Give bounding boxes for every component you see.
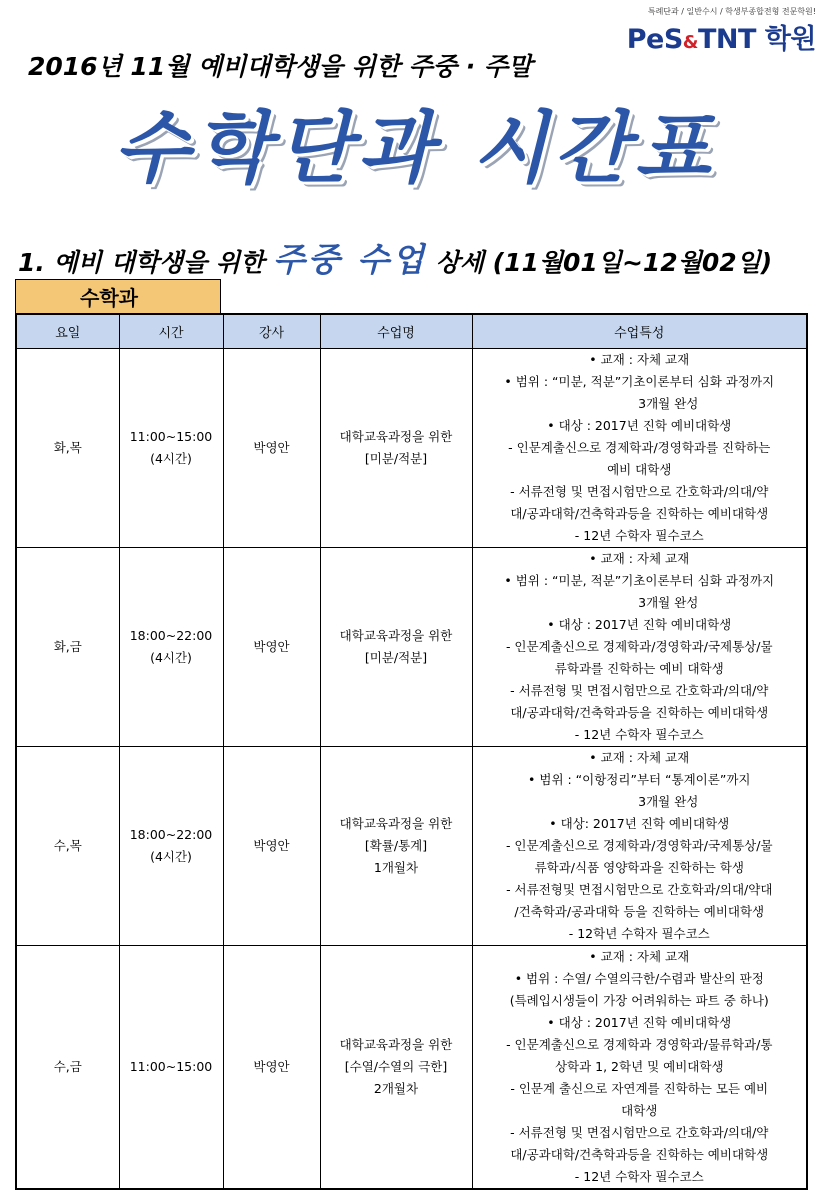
feature-line: • 범위 : “미분, 적분”기초이론부터 심화 과정까지 <box>504 573 775 588</box>
feature-line: • 교재 : 자체 교재 <box>589 352 690 367</box>
feature-line: • 대상 : 2017년 진학 예비대학생 <box>547 617 732 632</box>
header-time: 시간 <box>119 314 223 349</box>
features-cell <box>472 548 807 747</box>
feature-line: • 범위 : 수열/ 수열의극한/수렴과 발산의 판정 <box>514 971 764 986</box>
header-features: 수업특성 <box>472 314 807 349</box>
feature-line: 류학과를 진학하는 예비 대학생 <box>554 661 724 676</box>
feature-line: 대/공과대학/건축학과등을 진학하는 예비대학생 <box>510 705 769 720</box>
section-heading-suffix: 상세 (11월01일~12월02일) <box>426 248 773 277</box>
feature-line: • 범위 : “이항정리”부터 “통계이론”까지 <box>528 772 751 787</box>
feature-line: 3개월 완성 <box>638 794 699 809</box>
day-cell: 화,목 <box>16 349 119 548</box>
feature-line: - 인문계 출신으로 자연계를 진학하는 모든 예비 <box>510 1081 769 1096</box>
feature-line: • 교재 : 자체 교재 <box>589 949 690 964</box>
class-name-line: [미분/적분] <box>364 451 428 466</box>
time-cell <box>119 946 223 1190</box>
class-name-line: 대학교육과정을 위한 <box>339 429 453 444</box>
features-cell <box>472 946 807 1190</box>
feature-line: - 인문계출신으로 경제학과/경영학과를 진학하는 <box>508 440 771 455</box>
header-instructor: 강사 <box>223 314 320 349</box>
day-cell: 화,금 <box>16 548 119 747</box>
feature-line: • 대상 : 2017년 진학 예비대학생 <box>547 1015 732 1030</box>
feature-line: - 12년 수학자 필수코스 <box>574 528 704 543</box>
features-cell <box>472 349 807 548</box>
feature-line: • 대상: 2017년 진학 예비대학생 <box>549 816 730 831</box>
feature-line: • 교재 : 자체 교재 <box>589 750 690 765</box>
class-name-cell <box>320 946 472 1190</box>
table-row <box>16 349 807 548</box>
duration: (4시간) <box>150 849 192 864</box>
logo-hakwon: 학원 <box>764 24 816 55</box>
time-range: 11:00~15:00 <box>129 429 213 444</box>
feature-line: • 교재 : 자체 교재 <box>589 551 690 566</box>
feature-line: 예비 대학생 <box>607 462 672 477</box>
feature-line: 류학과/식품 영양학과을 진학하는 학생 <box>534 860 744 875</box>
feature-line: (특례입시생들이 가장 어려워하는 파트 중 하나) <box>509 993 769 1008</box>
class-name-line: 1개월차 <box>373 860 419 875</box>
duration: (4시간) <box>150 650 192 665</box>
feature-line: 대/공과대학/건축학과등을 진학하는 예비대학생 <box>510 1147 769 1162</box>
feature-line: • 대상 : 2017년 진학 예비대학생 <box>547 418 732 433</box>
feature-line: 3개월 완성 <box>638 396 699 411</box>
feature-line: 대/공과대학/건축학과등을 진학하는 예비대학생 <box>510 506 769 521</box>
class-name-line: [확률/통계] <box>364 838 428 853</box>
header-day: 요일 <box>16 314 119 349</box>
day-cell: 수,금 <box>16 946 119 1190</box>
page-subtitle: 2016년 11월 예비대학생을 위한 주중 · 주말 <box>28 52 533 81</box>
section-heading <box>18 234 772 281</box>
table-row <box>16 548 807 747</box>
department-tab: 수학과 <box>15 279 221 313</box>
table-row <box>16 747 807 946</box>
day-cell: 수,목 <box>16 747 119 946</box>
header-class-name: 수업명 <box>320 314 472 349</box>
class-name-line: [수열/수열의 극한] <box>344 1059 448 1074</box>
features-cell <box>472 747 807 946</box>
feature-line: - 인문계출신으로 경제학과/경영학과/국제통상/물 <box>505 639 773 654</box>
table-header-row <box>16 314 807 349</box>
feature-line: - 12년 수학자 필수코스 <box>574 1169 704 1184</box>
feature-line: - 인문계출신으로 경제학과/경영학과/국제통상/물 <box>505 838 773 853</box>
logo-pes: PeS <box>626 24 683 55</box>
class-name-line: 대학교육과정을 위한 <box>339 628 453 643</box>
time-range: 11:00~15:00 <box>129 1059 213 1074</box>
class-name-line: [미분/적분] <box>364 650 428 665</box>
feature-line: /건축학과/공과대학 등을 진학하는 예비대학생 <box>514 904 765 919</box>
logo-tagline: 특례단과 / 일반수시 / 학생부종합전형 전문학원! <box>647 7 816 16</box>
class-name-line: 대학교육과정을 위한 <box>339 1037 453 1052</box>
instructor-cell: 박영안 <box>223 946 320 1190</box>
feature-line: - 12년 수학자 필수코스 <box>574 727 704 742</box>
class-name-cell <box>320 349 472 548</box>
time-cell <box>119 349 223 548</box>
class-name-cell <box>320 548 472 747</box>
timetable <box>15 313 808 1190</box>
section-heading-prefix: 1. 예비 대학생을 위한 <box>18 248 273 277</box>
page-title: 수학단과 시간표 <box>113 104 717 194</box>
feature-line: 상학과 1, 2학년 및 예비대학생 <box>554 1059 724 1074</box>
instructor-cell: 박영안 <box>223 349 320 548</box>
academy-logo <box>627 17 816 56</box>
feature-line: - 인문계출신으로 경제학과 경영학과/물류학과/통 <box>506 1037 773 1052</box>
time-cell <box>119 747 223 946</box>
logo-tnt: TNT <box>697 24 756 55</box>
section-heading-emphasis: 주중 수업 <box>272 240 427 279</box>
class-name-line: 대학교육과정을 위한 <box>339 816 453 831</box>
class-name-cell <box>320 747 472 946</box>
time-range: 18:00~22:00 <box>129 827 213 842</box>
class-name-line: 2개월차 <box>373 1081 419 1096</box>
instructor-cell: 박영안 <box>223 548 320 747</box>
duration: (4시간) <box>150 451 192 466</box>
feature-line: - 12학년 수학자 필수코스 <box>568 926 710 941</box>
feature-line: - 서류전형 및 면접시험만으로 간호학과/의대/약 <box>510 1125 769 1140</box>
instructor-cell: 박영안 <box>223 747 320 946</box>
feature-line: • 범위 : “미분, 적분”기초이론부터 심화 과정까지 <box>504 374 775 389</box>
table-row <box>16 946 807 1190</box>
feature-line: 대학생 <box>621 1103 658 1118</box>
feature-line: - 서류전형 및 면접시험만으로 간호학과/의대/약 <box>510 484 769 499</box>
time-cell <box>119 548 223 747</box>
feature-line: 3개월 완성 <box>638 595 699 610</box>
feature-line: - 서류전형및 면접시험만으로 간호학과/의대/약대 <box>506 882 773 897</box>
logo-ampersand: & <box>682 32 698 53</box>
time-range: 18:00~22:00 <box>129 628 213 643</box>
feature-line: - 서류전형 및 면접시험만으로 간호학과/의대/약 <box>510 683 769 698</box>
